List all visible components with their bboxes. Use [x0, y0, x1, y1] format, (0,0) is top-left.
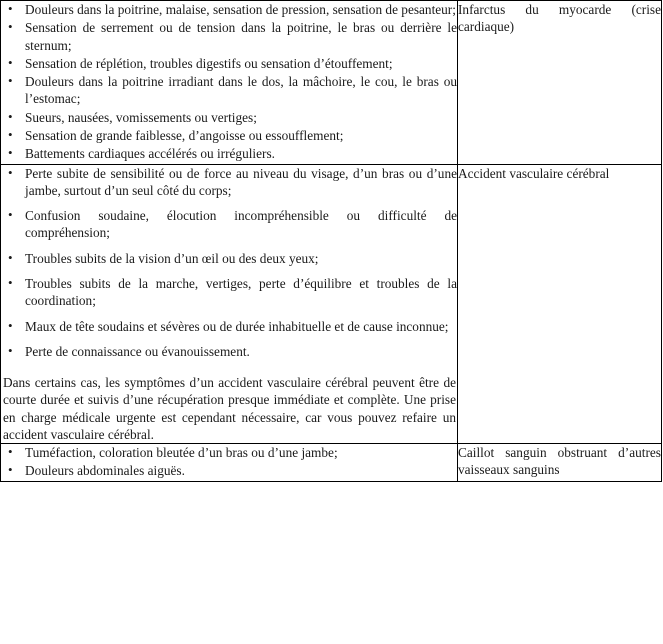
symptom-note: Dans certains cas, les symptômes d’un accident vasculaire cérébral peuvent être de courte durée et suivis d’une récupération presque immédiate et complète. Une prise en charge médicale urgente est cependant nécessaire, car vous pouvez refaire un accident vasculaire cérébral. — [3, 375, 456, 442]
symptom-cell — [1, 1, 458, 165]
list-item: • Sensation de grande faiblesse, d’angoisse ou essoufflement; — [1, 127, 457, 144]
condition-label: Infarctus du myocarde (crise cardiaque) — [458, 2, 661, 35]
list-item: • Troubles subits de la vision d’un œil ou des deux yeux; — [1, 250, 457, 267]
list-item: • Tuméfaction, coloration bleutée d’un bras ou d’une jambe; — [1, 444, 457, 461]
table-row — [1, 444, 662, 482]
condition-cell — [458, 444, 662, 482]
symptom-cell — [1, 444, 458, 482]
list-item: • Maux de tête soudains et sévères ou de durée inhabituelle et de cause inconnue; — [1, 318, 457, 335]
symptom-list — [1, 444, 457, 480]
symptom-cell — [1, 164, 458, 444]
condition-cell — [458, 164, 662, 444]
list-item: • Perte de connaissance ou évanouissement. — [1, 343, 457, 360]
condition-label: Accident vasculaire cérébral — [458, 165, 610, 181]
list-item: • Battements cardiaques accélérés ou irréguliers. — [1, 145, 457, 162]
list-item: • Troubles subits de la marche, vertiges, perte d’équilibre et troubles de la coordination; — [1, 275, 457, 310]
condition-label: Caillot sanguin obstruant d’autres vaisseaux sanguins — [458, 445, 661, 478]
list-item: • Sueurs, nausées, vomissements ou vertiges; — [1, 109, 457, 126]
list-item: • Perte subite de sensibilité ou de force au niveau du visage, d’un bras ou d’une jambe, surtout d’un seul côté du corps; — [1, 165, 457, 200]
list-item: • Douleurs dans la poitrine, malaise, sensation de pression, sensation de pesanteur; — [1, 1, 457, 18]
table-row — [1, 1, 662, 165]
symptom-list — [1, 165, 457, 361]
list-item: • Sensation de réplétion, troubles digestifs ou sensation d’étouffement; — [1, 55, 457, 72]
table-row — [1, 164, 662, 444]
condition-cell — [458, 1, 662, 165]
list-item: • Confusion soudaine, élocution incompréhensible ou difficulté de compréhension; — [1, 207, 457, 242]
list-item: • Douleurs abdominales aiguës. — [1, 462, 457, 479]
list-item: • Sensation de serrement ou de tension dans la poitrine, le bras ou derrière le sternum; — [1, 19, 457, 54]
symptom-list — [1, 1, 457, 163]
list-item: • Douleurs dans la poitrine irradiant dans le dos, la mâchoire, le cou, le bras ou l’estomac; — [1, 73, 457, 108]
